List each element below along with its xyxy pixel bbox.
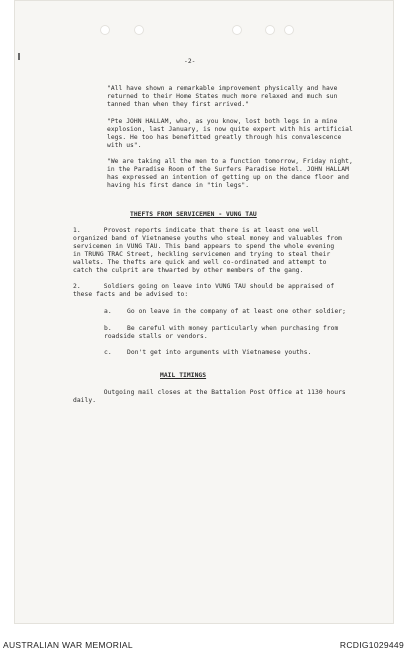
sub-item-a: a. Go on leave in the company of at least one other soldier; <box>104 308 346 315</box>
text-line: 1. Provost reports indicate that there is at least one well <box>73 227 319 234</box>
text-line: 2. Soldiers going on leave into VUNG TAU should be appraised of <box>73 283 335 290</box>
text-line: wallets. The thefts are quick and well co-ordinated and attempt to <box>73 259 327 266</box>
archive-name: AUSTRALIAN WAR MEMORIAL <box>3 640 133 650</box>
text-line: Outgoing mail closes at the Battalion Post Office at 1130 hours <box>73 389 346 396</box>
punch-hole <box>232 25 242 35</box>
section-heading-mail: MAIL TIMINGS <box>160 372 207 379</box>
text-line: these facts and be advised to: <box>73 291 189 298</box>
record-id: RCDIG1029449 <box>339 640 404 650</box>
text-line: explosion, last January, is now quite expert with his artificial <box>107 126 353 133</box>
text-line: organized band of Vietnamese youths who steal money and valuables from <box>73 235 342 242</box>
punch-hole <box>134 25 144 35</box>
text-line: tanned than when they first arrived." <box>107 101 250 108</box>
text-line: roadside stalls or vendors. <box>104 333 208 340</box>
text-line: "We are taking all the men to a function tomorrow, Friday night, <box>107 158 353 165</box>
text-line: servicemen in VUNG TAU. This band appears to spend the whole evening <box>73 243 335 250</box>
text-line: having his first dance in "tin legs". <box>107 182 250 189</box>
text-line: returned to their Home States much more relaxed and much sun <box>107 93 338 100</box>
punch-hole <box>265 25 275 35</box>
archive-footer <box>0 636 408 653</box>
text-line: "All have shown a remarkable improvement physically and have <box>107 85 338 92</box>
text-line: daily. <box>73 397 97 404</box>
text-line: legs. He too has benefitted greatly through his convalescence <box>107 134 342 141</box>
text-line: b. Be careful with money particularly when purchasing from <box>104 325 339 332</box>
text-line: catch the culprit are thwarted by other members of the gang. <box>73 267 304 274</box>
margin-mark <box>18 53 20 60</box>
text-line: has expressed an intention of getting up on the dance floor and <box>107 174 349 181</box>
sub-item-c: c. Don't get into arguments with Vietnamese youths. <box>104 349 312 356</box>
page-number: -2- <box>184 58 196 65</box>
section-heading-thefts: THEFTS FROM SERVICEMEN - VUNG TAU <box>130 211 257 218</box>
text-line: in the Paradise Room of the Surfers Paradise Hotel. JOHN HALLAM <box>107 166 349 173</box>
punch-hole <box>100 25 110 35</box>
text-line: "Pte JOHN HALLAM, who, as you know, lost both legs in a mine <box>107 118 338 125</box>
punch-hole <box>284 25 294 35</box>
text-line: in TRUNG TRAC Street, heckling servicemen and trying to steal their <box>73 251 331 258</box>
text-line: with us". <box>107 142 142 149</box>
